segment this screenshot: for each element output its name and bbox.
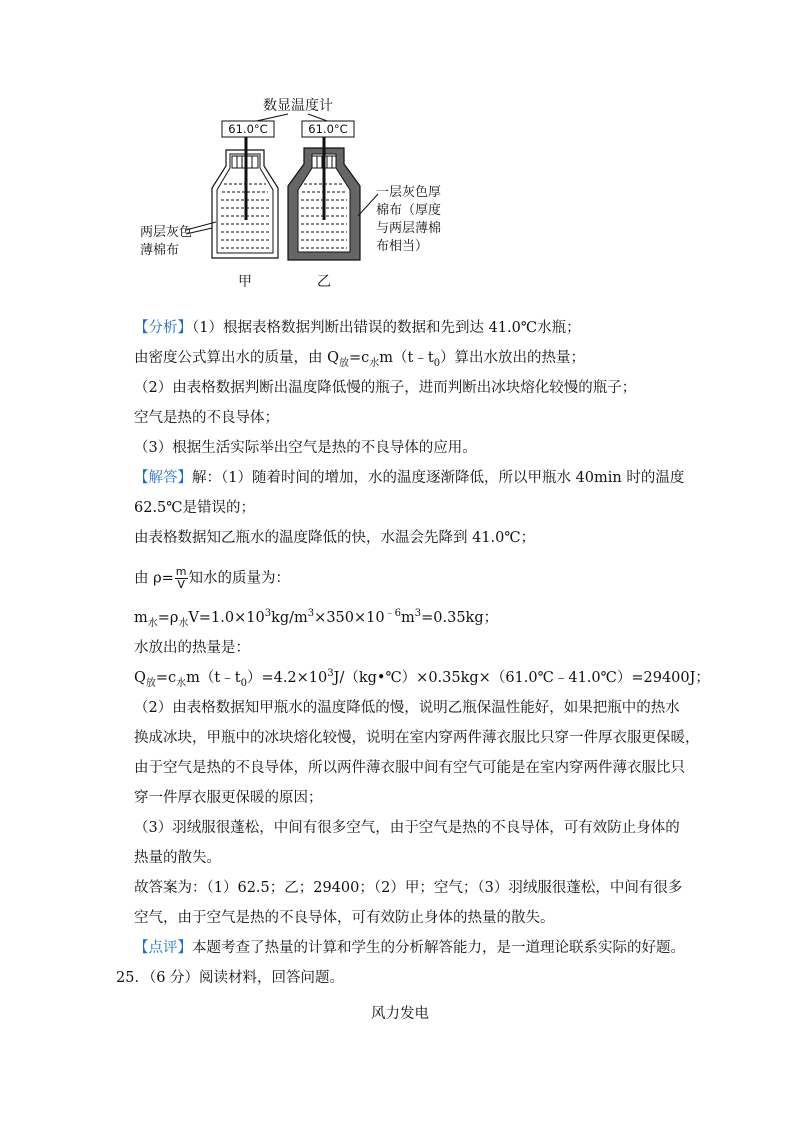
heat-heading-line: 水放出的热量是： (134, 640, 250, 656)
question-25-line: 25．（6 分）阅读材料，回答问题。 (116, 970, 345, 986)
answer-line-2: 空气，由于空气是热的不良导体，可有效防止身体的热量的散失。 (134, 910, 555, 926)
analysis-line-5: （3）根据生活实际举出空气是热的不良导体的应用。 (134, 440, 477, 456)
analysis-tag: 【分析】 (134, 320, 192, 336)
answer-line-1: 故答案为：（1）62.5；乙；29400；（2）甲；空气；（3）羽绒服很蓬松，中间有很多 (134, 880, 683, 896)
bottle-name-yi: 乙 (317, 274, 331, 290)
solution-line-part3-1: （3）羽绒服很蓬松，中间有很多空气，由于空气是热的不良导体，可有效防止身体的 (134, 820, 680, 836)
solution-tag: 【解答】 (134, 470, 192, 486)
wrap-label-right-3: 与两层薄棉 (376, 221, 442, 236)
section-heading: 风力发电 (371, 1006, 429, 1022)
bottle-name-jia: 甲 (238, 274, 252, 290)
thermos-diagram (140, 88, 480, 298)
solution-line-1: 【解答】解：（1）随着时间的增加，水的温度逐渐降低，所以甲瓶水 40min 时的温度 (134, 470, 685, 486)
comment-tag: 【点评】 (134, 940, 192, 956)
analysis-line-1: 【分析】（1）根据表格数据判断出错误的数据和先到达 41.0℃水瓶； (134, 320, 581, 336)
heat-calc-line: $Q_放=c_水m(t﹣t_0)=4.2\times 10^3J/(kg•℃)\times 0.35kg\times(61.0℃﹣41.0℃)=29400J$； (134, 668, 710, 689)
analysis-line-3: （2）由表格数据判断出温度降低慢的瓶子，进而判断出冰块熔化较慢的瓶子； (134, 380, 637, 396)
solution-line-2: 62.5℃是错误的； (134, 500, 256, 516)
comment-line: 【点评】本题考查了热量的计算和学生的分析解答能力，是一道理论联系实际的好题。 (134, 940, 685, 956)
bottle-yi (288, 137, 360, 260)
thermometer-reading-left: 61.0°C (228, 122, 268, 136)
solution-line-3: 由表格数据知乙瓶水的温度降低的快，水温会先降到 41.0℃； (134, 530, 536, 546)
thermos-experiment-figure (140, 88, 480, 298)
wrap-label-right-4: 布相当） (376, 239, 429, 254)
solution-line-part2-1: （2）由表格数据知甲瓶水的温度降低的慢，说明乙瓶保温性能好，如果把瓶中的热水 (134, 700, 680, 716)
solution-line-part3-2: 热量的散失。 (134, 850, 221, 866)
thermometer-reading-right: 61.0°C (308, 122, 348, 136)
mass-calc-line: $m_水=\rho_水V=1.0\times 10^3kg/m^3\times 350\times 10^{﹣6}m^3=0.35kg$； (134, 608, 499, 629)
solution-line-part2-4: 穿一件厚衣服更保暖的原因； (134, 790, 323, 806)
wrap-label-right-2: 棉布（厚度 (376, 203, 442, 218)
wrap-label-right-1: 一层灰色厚 (376, 185, 442, 200)
analysis-line-4: 空气是热的不良导体； (134, 410, 279, 426)
figure-title: 数显温度计 (263, 98, 333, 114)
bottle-jia (212, 137, 278, 258)
solution-line-part2-3: 由于空气是热的不良导体，所以两件薄衣服中间有空气可能是在室内穿两件薄衣服比只 (134, 760, 685, 776)
density-fraction: $\frac{m}{V}$ (175, 565, 187, 591)
density-formula-line: 由 ρ= $\frac{m}{V}$ 知水的质量为： (134, 565, 291, 591)
analysis-line-2: 由密度公式算出水的质量，由 $Q_放=c_水m(t﹣t_0)$算出水放出的热量； (134, 350, 586, 369)
wrap-label-left-2: 薄棉布 (140, 243, 180, 258)
solution-line-part2-2: 换成冰块，甲瓶中的冰块熔化较慢，说明在室内穿两件薄衣服比只穿一件厚衣服更保暖， (134, 730, 700, 746)
wrap-label-left-1: 两层灰色 (140, 225, 193, 240)
